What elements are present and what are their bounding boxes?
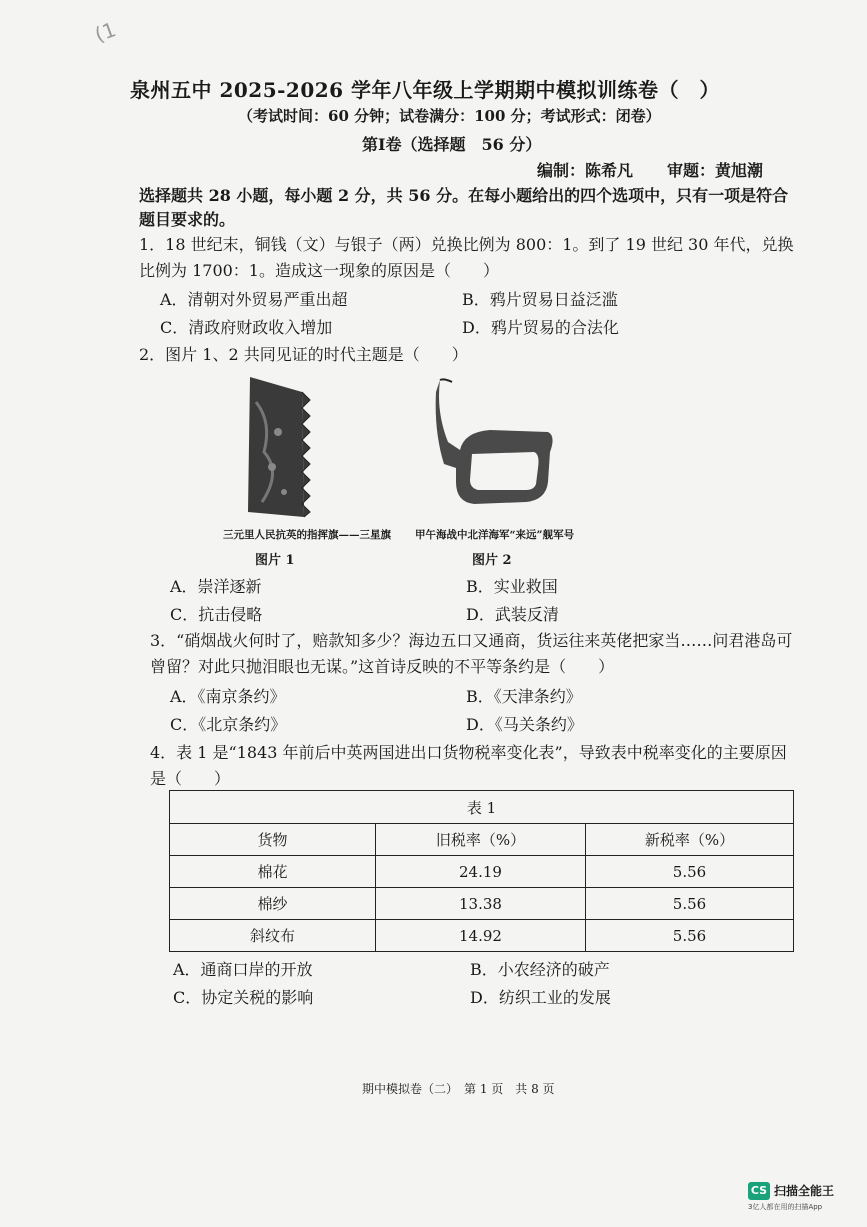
table-row [170, 856, 794, 888]
tariff-table [169, 790, 794, 952]
q1-option-c: C．清政府财政收入增加 [160, 318, 333, 337]
scanner-app-name: 扫描全能王 [774, 1184, 835, 1198]
reviewer-name: 审题：黄旭潮 [667, 161, 764, 180]
q3-option-b: B．《天津条约》 [466, 687, 582, 706]
scanner-watermark [748, 1180, 834, 1212]
table-header-cell: 旧税率（%） [376, 824, 586, 856]
q3-option-c: C．《北京条约》 [170, 715, 287, 734]
corner-handwritten-mark: (1 [91, 17, 120, 47]
table-header-cell: 新税率（%） [586, 824, 794, 856]
table-cell: 14.92 [376, 920, 586, 952]
figure-1-caption: 三元里人民抗英的指挥旗——三星旗 [223, 529, 391, 541]
table-header-cell: 货物 [170, 824, 376, 856]
q2-option-c: C．抗击侵略 [170, 605, 263, 624]
table-cell: 斜纹布 [170, 920, 376, 952]
q4-option-d: D．纺织工业的发展 [470, 988, 611, 1007]
cs-logo-icon: CS [748, 1182, 770, 1200]
section-heading: 第Ⅰ卷（选择题 56 分） [362, 135, 542, 154]
q2-option-a: A．崇洋逐新 [170, 577, 262, 596]
page-footer: 期中模拟卷（二） 第 1 页 共 8 页 [362, 1082, 555, 1096]
table-cell: 5.56 [586, 856, 794, 888]
q1-option-d: D．鸦片贸易的合法化 [462, 318, 619, 337]
question-1-stem: 1．18 世纪末，铜钱（文）与银子（两）兑换比例为 800：1。到了 19 世纪 30 年代，兑换比例为 1700：1。造成这一现象的原因是（ ） [139, 235, 794, 280]
exam-subtitle: （考试时间：60 分钟；试卷满分：100 分；考试形式：闭卷） [238, 107, 661, 125]
q1-option-b: B．鸦片贸易日益泛滥 [462, 290, 618, 309]
table-cell: 13.38 [376, 888, 586, 920]
table-cell: 5.56 [586, 920, 794, 952]
question-2-stem: 2．图片 1、2 共同见证的时代主题是（ ） [139, 345, 468, 364]
table-cell: 棉花 [170, 856, 376, 888]
q4-option-b: B．小农经济的破产 [470, 960, 610, 979]
q3-option-d: D．《马关条约》 [466, 715, 583, 734]
table-row [170, 888, 794, 920]
editor-name: 编制：陈希凡 [537, 161, 634, 180]
bugle-image [430, 372, 560, 520]
q3-option-a: A．《南京条约》 [170, 687, 286, 706]
question-3-stem: 3．“硝烟战火何时了，赔款知多少？海边五口又通商，货运往来英佬把家当……问君港岛可曾留？对此只抛泪眼也无谋。”这首诗反映的不平等条约是（ ） [150, 631, 793, 676]
table-cell: 24.19 [376, 856, 586, 888]
q2-option-b: B．实业救国 [466, 577, 558, 596]
editor-line [537, 158, 763, 181]
q1-option-a: A．清朝对外贸易严重出超 [160, 290, 348, 309]
table-caption: 表 1 [170, 791, 794, 824]
scanner-tagline: 3亿人都在用的扫描App [748, 1202, 823, 1211]
q4-option-c: C．协定关税的影响 [173, 988, 314, 1007]
instructions: 选择题共 28 小题，每小题 2 分，共 56 分。在每小题给出的四个选项中，只有一项是符合题目要求的。 [139, 186, 789, 229]
q4-option-a: A．通商口岸的开放 [173, 960, 313, 979]
figure-1-label: 图片 1 [255, 553, 295, 568]
q2-option-d: D．武装反清 [466, 605, 559, 624]
table-cell: 棉纱 [170, 888, 376, 920]
three-star-flag-image [242, 372, 312, 522]
table-row [170, 920, 794, 952]
exam-title: 泉州五中 2025-2026 学年八年级上学期期中模拟训练卷（ ） [130, 78, 721, 102]
table-cell: 5.56 [586, 888, 794, 920]
figure-2-label: 图片 2 [472, 553, 512, 568]
figure-2-caption: 甲午海战中北洋海军“来远”舰军号 [415, 529, 575, 541]
question-4-stem: 4．表 1 是“1843 年前后中英两国进出口货物税率变化表”，导致表中税率变化的主要原因是（ ） [150, 743, 787, 788]
table-header-row [170, 824, 794, 856]
